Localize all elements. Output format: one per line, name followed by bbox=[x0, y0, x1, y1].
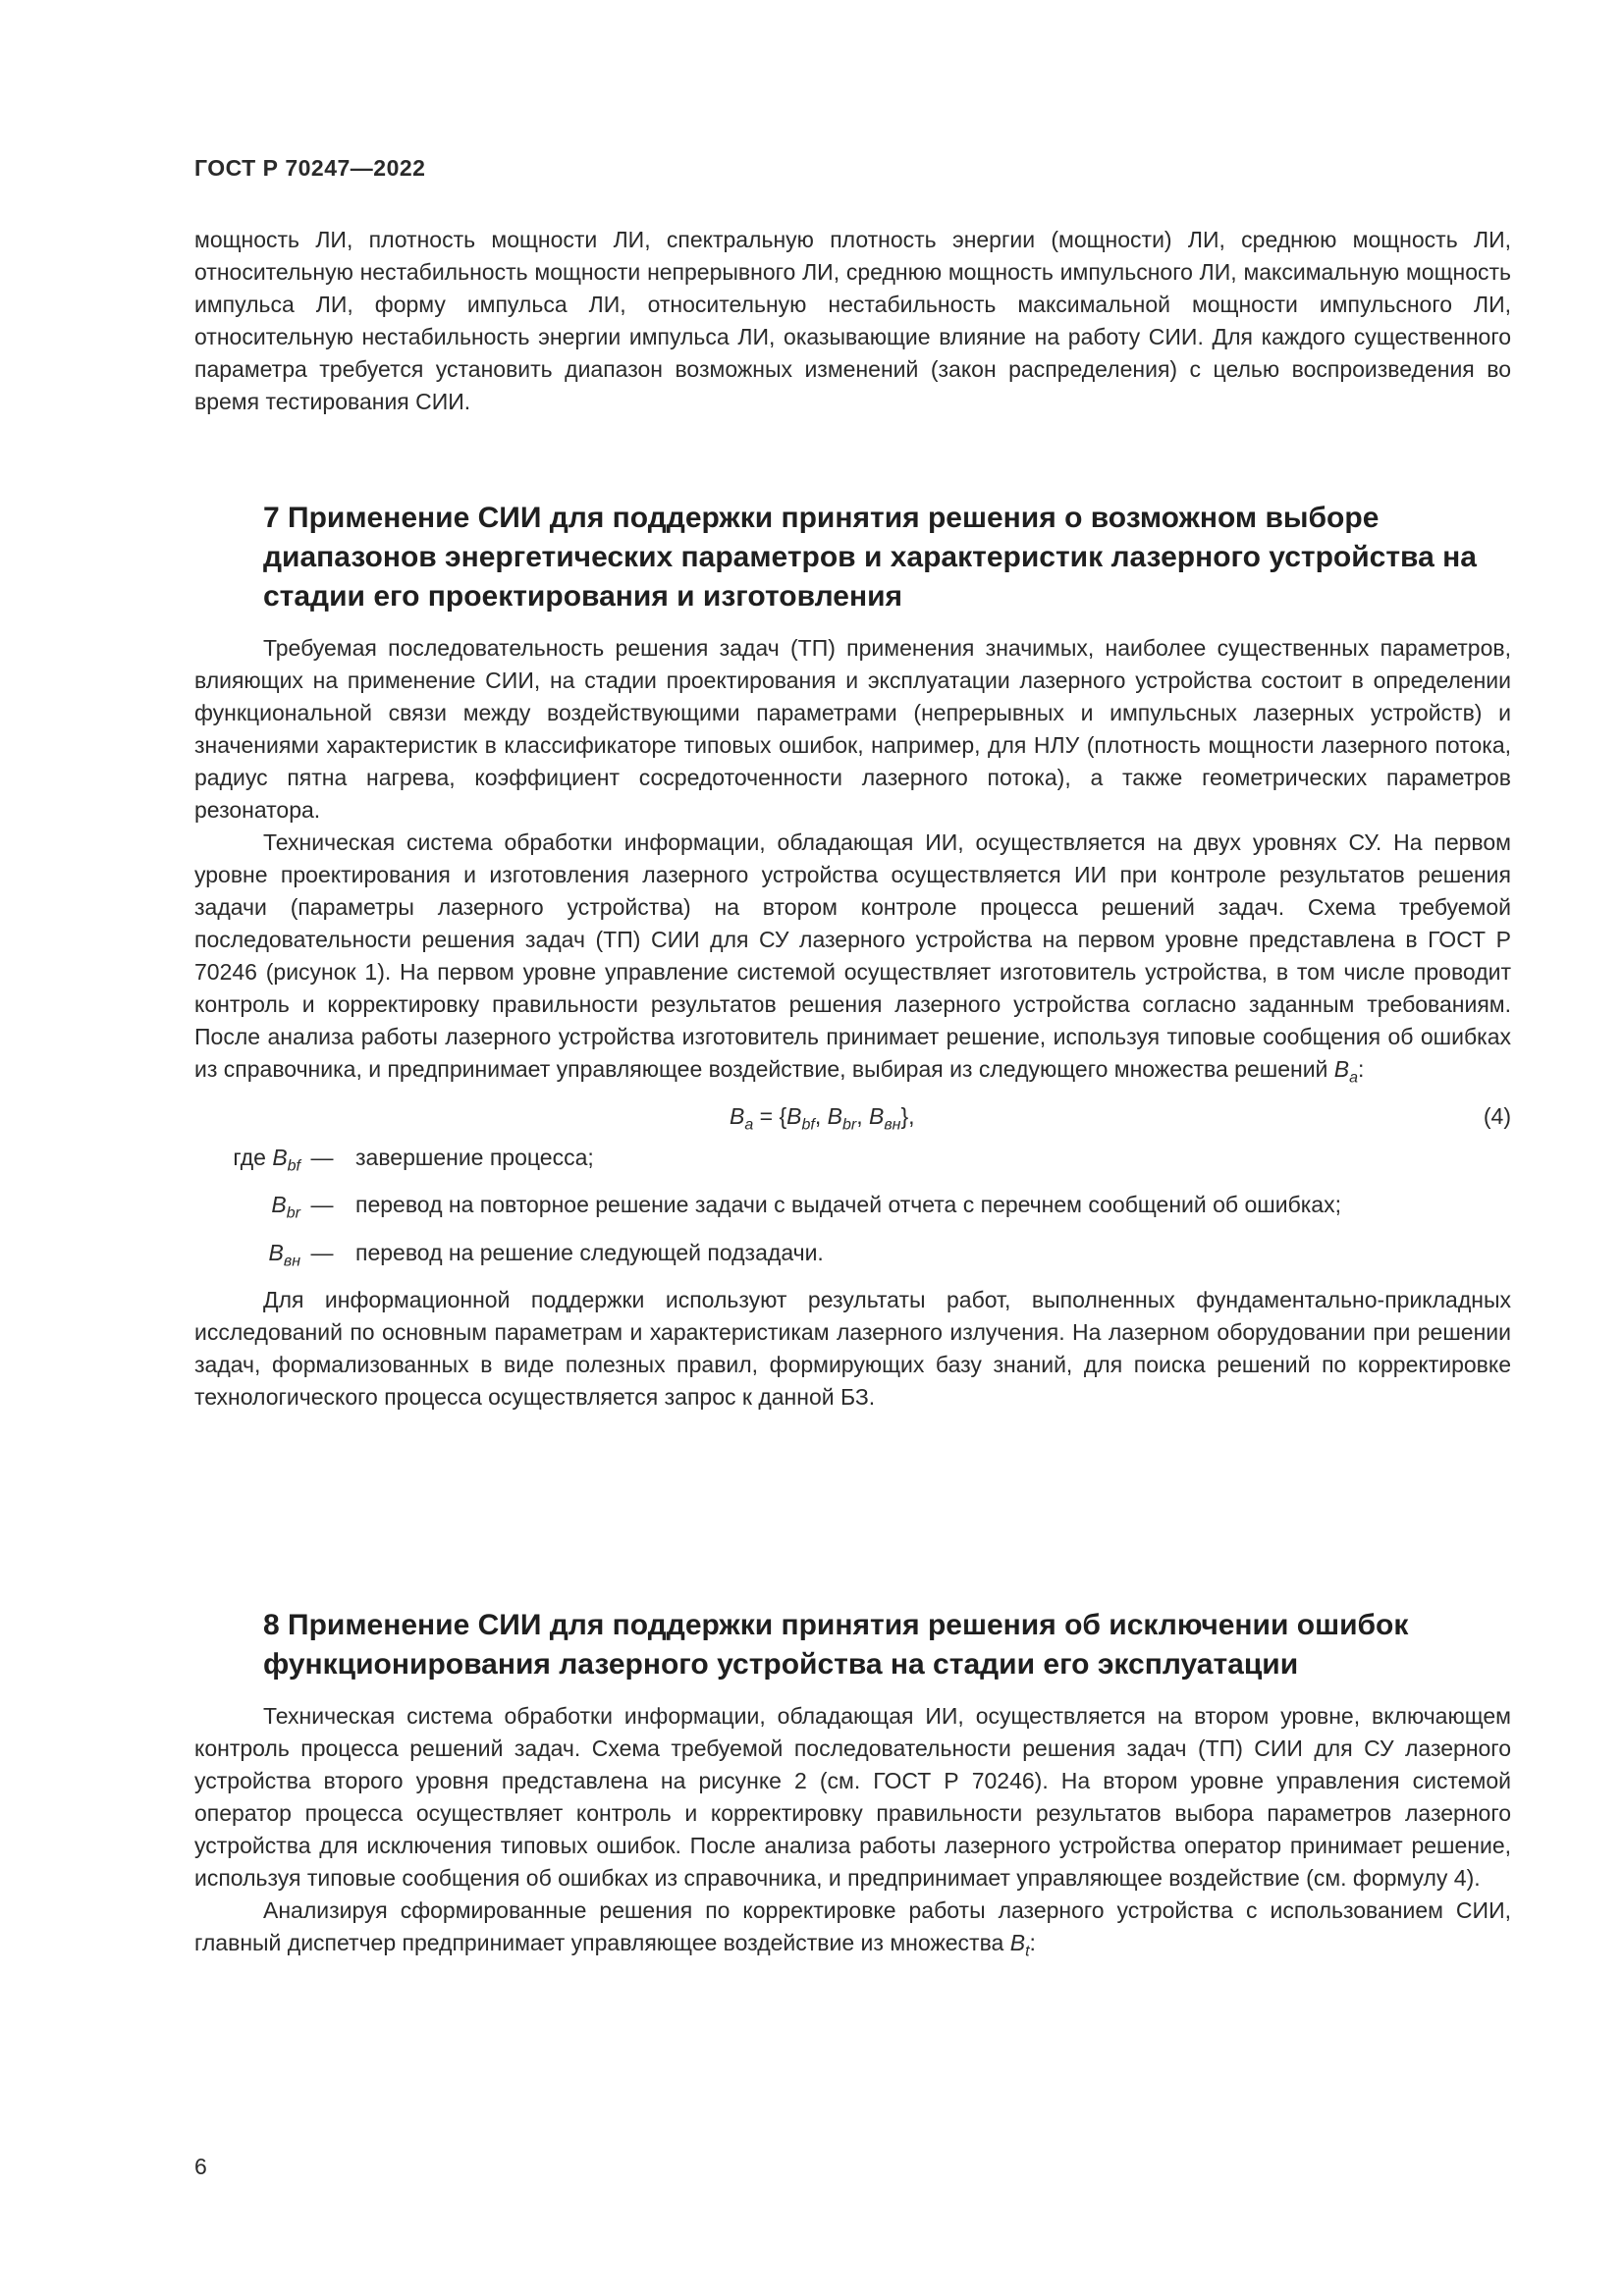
page-number: 6 bbox=[194, 2154, 207, 2179]
formula-4 bbox=[194, 1095, 1511, 1138]
section-8 bbox=[194, 1606, 1511, 1968]
formula-number: (4) bbox=[1483, 1102, 1511, 1129]
intro-block bbox=[194, 224, 1511, 418]
section-8-paragraph-1: Техническая система обработки информации, обладающая ИИ, осуществляется на втором уровне, включающем контроль процесса решений задач. Схема требуемой последовательности решения задач (ТП) СИИ для СУ лазерного устройства второго уровня представлена на рисунке 2 (см. ГОСТ Р 70246). На втором уровне управления системой оператор процесса осуществляет контроль и корректировку правильности результатов выбора параметров лазерного устройства для исключения типовых ошибок. После анализа работы лазерного устройства оператор принимает решение, используя типовые сообщения об ошибках из справочника, и предпринимает управляющее воздействие (см. формулу 4). bbox=[194, 1703, 1511, 1891]
set-symbol: $B_a$ bbox=[1333, 1056, 1359, 1087]
document-header: ГОСТ Р 70247—2022 bbox=[194, 155, 426, 181]
definition-item: где $B_{bf}$ — завершение процесса; bbox=[233, 1144, 594, 1175]
section-7 bbox=[194, 499, 1511, 1414]
formula-expression: $B_a = \{B_{bf}$, $B_{br}$, $B_{вн}$}, bbox=[730, 1102, 915, 1134]
section-7-heading: 7 Применение СИИ для поддержки принятия решения о возможном выборе диапазонов энергетических параметров и характеристик лазерного устройства на стадии его проектирования и изготовления bbox=[263, 502, 1477, 613]
set-symbol: $B_t$ bbox=[1009, 1930, 1030, 1960]
definitions-list bbox=[194, 1142, 1511, 1278]
section-7-paragraph-1: Требуемая последовательность решения задач (ТП) применения значимых, наиболее существенных параметров, влияющих на применение СИИ, на стадии проектирования и эксплуатации лазерного устройства состоит в определении функциональной связи между воздействующими параметрами (непрерывных и импульсных лазерных устройств) и значениями характеристик в классификаторе типовых ошибок, например, для НЛУ (плотность мощности лазерного потока, радиус пятна нагрева, коэффициент сосредоточенности лазерного потока), а также геометрических параметров резонатора. bbox=[194, 635, 1511, 823]
section-8-paragraph-2: Анализируя сформированные решения по корректировке работы лазерного устройства с использованием СИИ, главный диспетчер предпринимает управляющее воздействие из множества $B_t$: bbox=[194, 1897, 1511, 1960]
intro-paragraph: мощность ЛИ, плотность мощности ЛИ, спектральную плотность энергии (мощности) ЛИ, среднюю мощность ЛИ, относительную нестабильность мощности непрерывного ЛИ, среднюю мощность импульсного ЛИ, максимальную мощность импульса ЛИ, форму импульса ЛИ, относительную нестабильность максимальной мощности импульсного ЛИ, относительную нестабильность энергии импульса ЛИ, оказывающие влияние на работу СИИ. Для каждого существенного параметра требуется установить диапазон возможных изменений (закон распределения) с целью воспроизведения во время тестирования СИИ. bbox=[194, 227, 1511, 414]
definition-item: $B_{br}$ — перевод на повторное решение задачи с выдачей отчета с перечнем сообщений об ошибках; bbox=[271, 1192, 1341, 1222]
section-8-heading: 8 Применение СИИ для поддержки принятия решения об исключении ошибок функционирования лазерного устройства на стадии его эксплуатации bbox=[263, 1609, 1409, 1681]
section-7-paragraph-3: Для информационной поддержки используют результаты работ, выполненных фундаментально-прикладных исследований по основным параметрам и характеристикам лазерного излучения. На лазерном оборудовании при решении задач, формализованных в виде полезных правил, формирующих базу знаний, для поиска решений по корректировке технологического процесса осуществляется запрос к данной БЗ. bbox=[194, 1287, 1511, 1411]
section-7-paragraph-2: Техническая система обработки информации, обладающая ИИ, осуществляется на двух уровнях СУ. На первом уровне проектирования и изготовления лазерного устройства осуществляется ИИ при контроле результатов решения задачи (параметры лазерного устройства) на втором контроле процесса решений задач. Схема требуемой последовательности решения задач (ТП) СИИ для СУ лазерного устройства на первом уровне представлена в ГОСТ Р 70246 (рисунок 1). На первом уровне управление системой осуществляет изготовитель устройства, в том числе проводит контроль и корректировку правильности результатов решения лазерного устройства согласно заданным требованиям. После анализа работы лазерного устройства изготовитель принимает решение, используя типовые сообщения об ошибках из справочника, и предпринимает управляющее воздействие, выбирая из следующего множества решений $B_a$: bbox=[194, 829, 1511, 1087]
definition-item: $B_{вн}$ — перевод на решение следующей подзадачи. bbox=[268, 1239, 824, 1270]
